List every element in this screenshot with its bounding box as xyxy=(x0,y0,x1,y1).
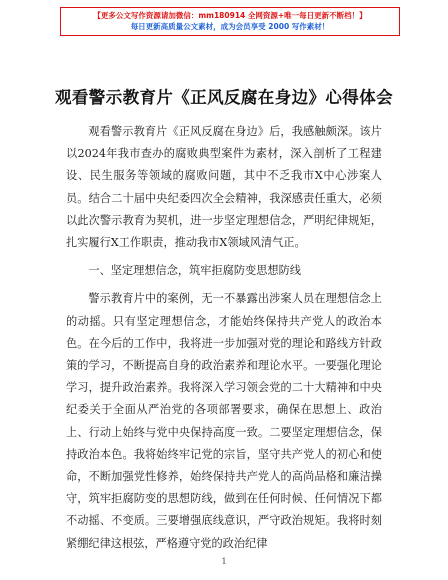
intro-paragraph: 观看警示教育片《正风反腐在身边》后，我感触颇深。该片以2024年我市查办的腐败典型案件为素材，深入剖析了工程建设、民生服务等领域的腐败问题，其中不乏我市X中心涉案人员。结合二十届中央纪委四次全会精神，我深感责任重大，必须以此次警示教育为契机，进一步坚定理想信念，严明纪律规矩，扎实履行X工作职责，推动我市X领域风清气正。 xyxy=(66,125,382,250)
promo-banner-line1: 【更多公文写作资源请加微信：mm180914 全网资源+唯一每日更新不断档！】 xyxy=(93,11,367,20)
document-title: 观看警示教育片《正风反腐在身边》心得体会 xyxy=(55,88,393,107)
promo-banner xyxy=(60,7,400,36)
section-heading: 一、坚定理想信念，筑牢拒腐防变思想防线 xyxy=(88,264,301,278)
page-number: 1 xyxy=(221,557,227,566)
promo-banner-line2: 每日更新高质量公文素材，成为会员享受 2000 写作素材！ xyxy=(130,22,330,31)
document-body xyxy=(66,121,382,555)
body-paragraph: 警示教育片中的案例，无一不暴露出涉案人员在理想信念上的动摇。只有坚定理想信念，才能始终保持共产党人的政治本色。在今后的工作中，我将进一步加强对党的理论和路线方针政策的学习，不断提高自身的政治素养和理论水平。一要强化理论学习，提升政治素养。我将深入学习领会党的二十大精神和中央纪委关于全面从严治党的各项部署要求，确保在思想上、政治上、行动上始终与党中央保持高度一致。二要坚定理想信念，保持政治本色。我将始终牢记党的宗旨，坚守共产党人的初心和使命，不断加强党性修养，始终保持共产党人的高尚品格和廉洁操守，筑牢拒腐防变的思想防线，做到在任何时候、任何情况下都不动摇、不变质。三要增强底线意识，严守政治规矩。我将时刻紧绷纪律这根弦，严格遵守党的政治纪律 xyxy=(66,292,382,550)
